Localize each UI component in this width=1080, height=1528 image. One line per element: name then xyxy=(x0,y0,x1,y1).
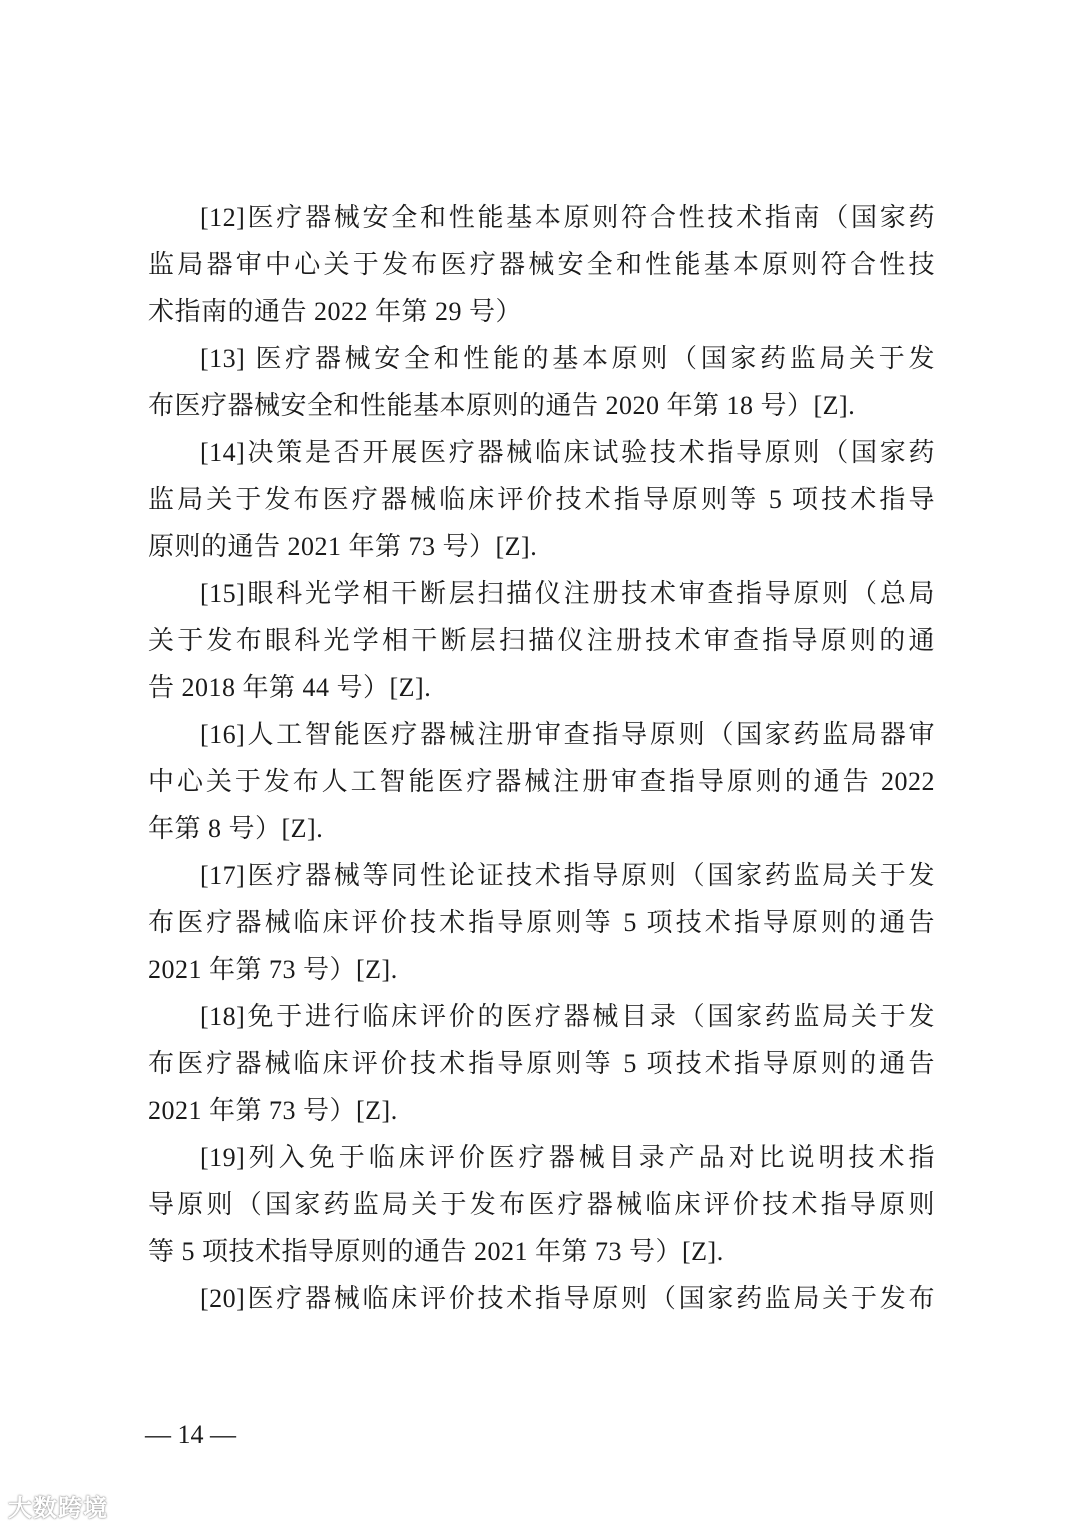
reference-entry xyxy=(148,570,935,711)
reference-line: 告 2018 年第 44 号）[Z]. xyxy=(148,673,432,702)
reference-line: [14]决策是否开展医疗器械临床试验技术指导原则（国家药 xyxy=(200,438,935,467)
reference-line: [20]医疗器械临床评价技术指导原则（国家药监局关于发布 xyxy=(200,1284,935,1313)
watermark: 大数跨境 xyxy=(8,1494,108,1522)
reference-line: 布医疗器械安全和性能基本原则的通告 2020 年第 18 号）[Z]. xyxy=(148,391,856,420)
reference-line: 中心关于发布人工智能医疗器械注册审查指导原则的通告 2022 xyxy=(148,767,935,796)
reference-line: 布医疗器械临床评价技术指导原则等 5 项技术指导原则的通告 xyxy=(148,908,935,937)
reference-line: 术指南的通告 2022 年第 29 号） xyxy=(148,297,523,326)
reference-line: 关于发布眼科光学相干断层扫描仪注册技术审查指导原则的通 xyxy=(148,626,935,655)
reference-entry xyxy=(148,335,935,429)
reference-entry xyxy=(148,993,935,1134)
reference-entry xyxy=(148,852,935,993)
reference-list xyxy=(148,194,935,1322)
reference-entry xyxy=(148,429,935,570)
reference-line: 监局关于发布医疗器械临床评价技术指导原则等 5 项技术指导 xyxy=(148,485,935,514)
page-number: — 14 — xyxy=(145,1420,236,1449)
reference-line: 监局器审中心关于发布医疗器械安全和性能基本原则符合性技 xyxy=(148,250,935,279)
reference-line: 等 5 项技术指导原则的通告 2021 年第 73 号）[Z]. xyxy=(148,1237,724,1266)
reference-entry xyxy=(148,1275,935,1322)
reference-line: 布医疗器械临床评价技术指导原则等 5 项技术指导原则的通告 xyxy=(148,1049,935,1078)
reference-line: [12]医疗器械安全和性能基本原则符合性技术指南（国家药 xyxy=(200,203,935,232)
reference-entry xyxy=(148,194,935,335)
reference-line: [16]人工智能医疗器械注册审查指导原则（国家药监局器审 xyxy=(200,720,935,749)
reference-line: 2021 年第 73 号）[Z]. xyxy=(148,1096,398,1125)
reference-line: [13] 医疗器械安全和性能的基本原则（国家药监局关于发 xyxy=(200,344,935,373)
reference-line: [15]眼科光学相干断层扫描仪注册技术审查指导原则（总局 xyxy=(200,579,935,608)
reference-line: 原则的通告 2021 年第 73 号）[Z]. xyxy=(148,532,538,561)
reference-line: 导原则（国家药监局关于发布医疗器械临床评价技术指导原则 xyxy=(148,1190,935,1219)
reference-line: [17]医疗器械等同性论证技术指导原则（国家药监局关于发 xyxy=(200,861,935,890)
reference-line: 年第 8 号）[Z]. xyxy=(148,814,324,843)
reference-entry xyxy=(148,1134,935,1275)
reference-line: [19]列入免于临床评价医疗器械目录产品对比说明技术指 xyxy=(200,1143,935,1172)
reference-line: 2021 年第 73 号）[Z]. xyxy=(148,955,398,984)
reference-entry xyxy=(148,711,935,852)
reference-line: [18]免于进行临床评价的医疗器械目录（国家药监局关于发 xyxy=(200,1002,935,1031)
